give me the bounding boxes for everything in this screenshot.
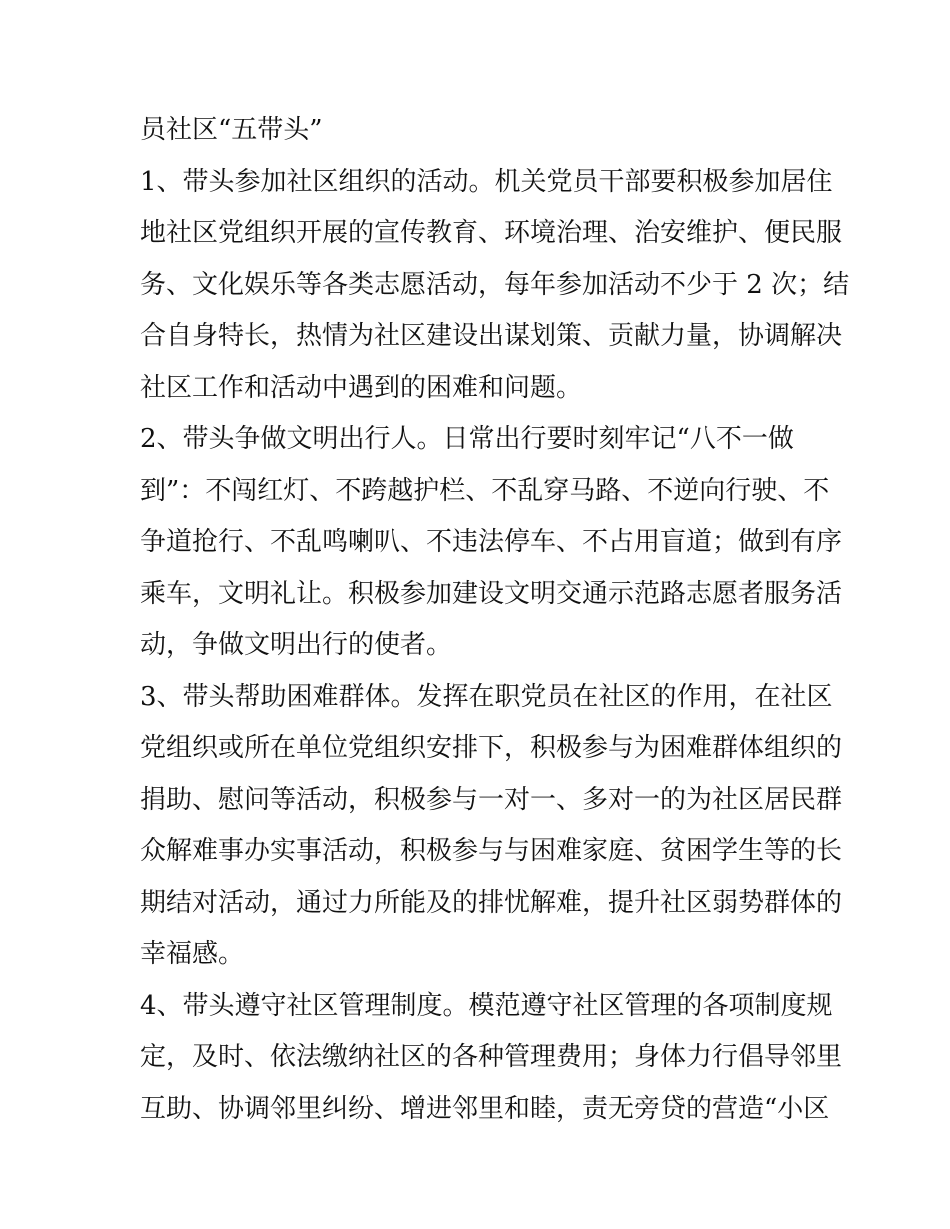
text-line: 捐助、慰问等活动，积极参与一对一、多对一的为社区居民群 bbox=[140, 785, 843, 815]
heading-line: 员社区“五带头” bbox=[140, 115, 323, 145]
text-line: 1、带头参加社区组织的活动。机关党员干部要积极参加居住 bbox=[140, 167, 833, 197]
text-line: 定，及时、依法缴纳社区的各种管理费用；身体力行倡导邻里 bbox=[140, 1042, 843, 1072]
text-line: 务、文化娱乐等各类志愿活动，每年参加活动不少于 2 次；结 bbox=[140, 270, 850, 300]
text-line: 乘车，文明礼让。积极参加建设文明交通示范路志愿者服务活 bbox=[140, 579, 843, 609]
text-line: 4、带头遵守社区管理制度。模范遵守社区管理的各项制度规 bbox=[140, 991, 833, 1021]
text-line: 争道抢行、不乱鸣喇叭、不违法停车、不占用盲道；做到有序 bbox=[140, 527, 843, 557]
text-line: 众解难事办实事活动，积极参与与困难家庭、贫困学生等的长 bbox=[140, 836, 843, 866]
text-line: 互助、协调邻里纠纷、增进邻里和睦，责无旁贷的营造“小区 bbox=[140, 1094, 830, 1124]
text-line: 2、带头争做文明出行人。日常出行要时刻牢记“八不一做 bbox=[140, 424, 794, 454]
text-line: 期结对活动，通过力所能及的排忧解难，提升社区弱势群体的 bbox=[140, 888, 843, 918]
text-line: 合自身特长，热情为社区建设出谋划策、贡献力量，协调解决 bbox=[140, 321, 843, 351]
text-line: 到”：不闯红灯、不跨越护栏、不乱穿马路、不逆向行驶、不 bbox=[140, 476, 830, 506]
text-line: 党组织或所在单位党组织安排下，积极参与为困难群体组织的 bbox=[140, 733, 843, 763]
text-line: 动，争做文明出行的使者。 bbox=[140, 630, 453, 660]
text-line: 幸福感。 bbox=[140, 939, 245, 969]
text-line: 地社区党组织开展的宣传教育、环境治理、治安维护、便民服 bbox=[140, 218, 843, 248]
text-line: 3、带头帮助困难群体。发挥在职党员在社区的作用，在社区 bbox=[140, 682, 833, 712]
text-line: 社区工作和活动中遇到的困难和问题。 bbox=[140, 373, 583, 403]
